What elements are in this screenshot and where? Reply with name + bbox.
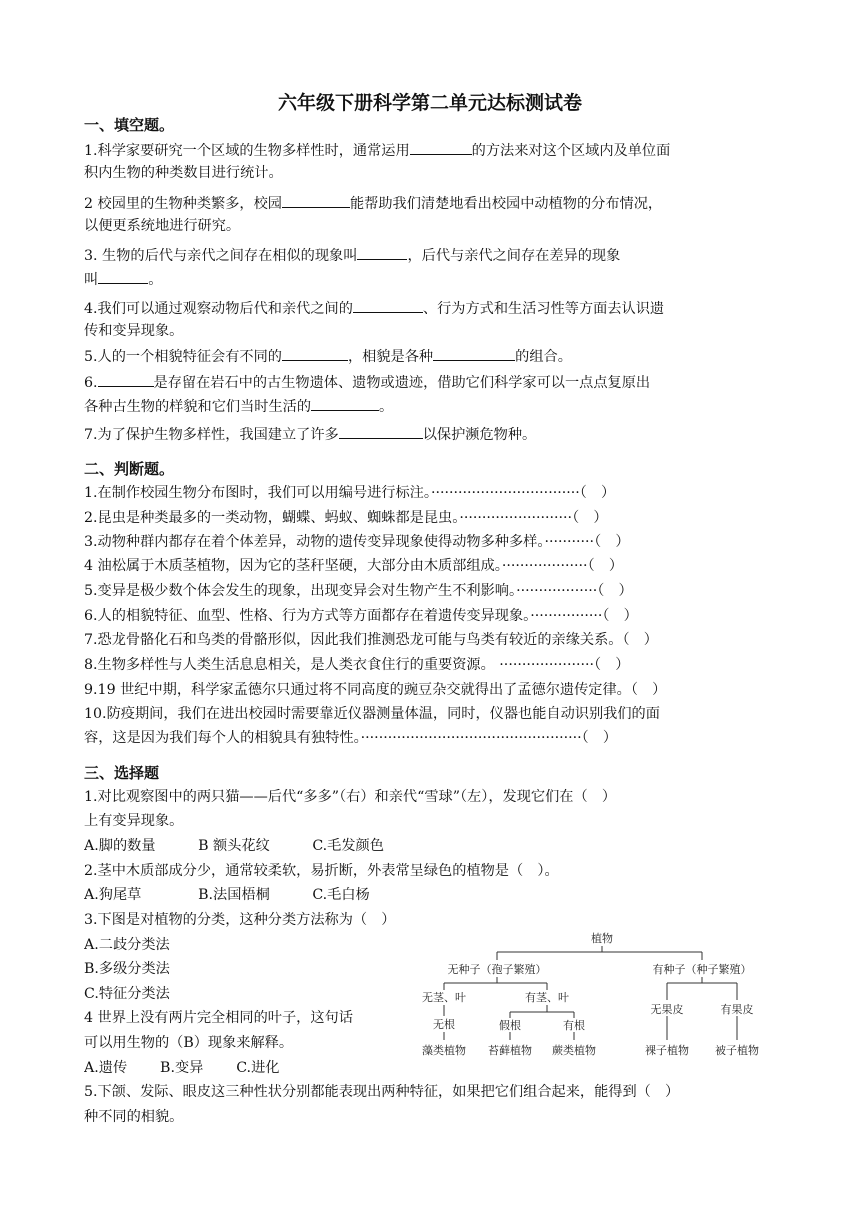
answer-blank[interactable] [98,268,148,284]
fill-q4-line1 [84,297,780,319]
tree-node-label: 无根 [433,1018,455,1031]
tree-node-label: 无果皮 [650,1003,684,1016]
choice-options: A.遗传 B.变异 C.进化 [84,1060,280,1076]
fill-q6-text-d: 。 [379,399,394,415]
judge-item: 1.在制作校园生物分布图时，我们可以用编号进行标注。·································（ ） [84,485,616,501]
fill-q3-line1 [84,244,780,266]
tree-leaf-label: 蕨类植物 [552,1044,596,1057]
fill-q2-line1 [84,192,780,214]
fill-q1-line1 [84,139,780,161]
fill-q5-text-c: 的组合。 [515,349,572,365]
choice-option: C.特征分类法 [84,986,170,1002]
tree-node-label: 有果皮 [720,1003,754,1016]
fill-q5-text-a: 5.人的一个相貌特征会有不同的 [84,349,282,365]
choice-line: 上有变异现象。 [84,813,184,829]
answer-blank[interactable] [353,297,423,313]
fill-q1-text-b: 的方法来对这个区域内及单位面 [471,143,671,159]
tree-connectors [444,946,737,1040]
tree-node-label: 有茎、叶 [525,991,569,1004]
choice-line: 2.茎中木质部成分少，通常较柔软，易折断，外表常呈绿色的植物是（ ）。 [84,863,559,879]
tree-node-label: 无种子（孢子繁殖） [447,963,547,976]
judge-item: 4 油松属于木质茎植物，因为它的茎秆坚硬，大部分由木质部组成。···················（ ） [84,558,624,574]
section-heading-choice: 三、选择题 [84,764,160,782]
fill-q6-line1 [84,371,780,393]
choice-options: A.狗尾草 B.法国梧桐 C.毛白杨 [84,887,370,903]
choice-option: B.多级分类法 [84,961,170,977]
fill-q4-text-a: 4.我们可以通过观察动物后代和亲代之间的 [84,301,353,317]
choice-line: 1.对比观察图中的两只猫——后代“多多”（右）和亲代“雪球”（左），发现它们在（ ） [84,789,617,805]
tree-node-label: 有种子（种子繁殖） [652,963,752,976]
judge-item: 8.生物多样性与人类生活息息相关，是人类衣食住行的重要资源。 ·····················（ ） [84,657,630,673]
fill-q6-line2 [84,395,780,417]
fill-q6-text-a: 6. [84,375,98,391]
judge-item: 2.昆虫是种类最多的一类动物，蝴蝶、蚂蚁、蜘蛛都是昆虫。·························（ ） [84,510,608,526]
section-heading-judge: 二、判断题。 [84,460,175,478]
choice-line: 可以用生物的（B）现象来解释。 [84,1035,294,1051]
page-title: 六年级下册科学第二单元达标测试卷 [277,92,582,114]
fill-q3-text-a: 3. 生物的后代与亲代之间存在相似的现象叫 [84,248,358,264]
tree-node-label: 无茎、叶 [422,991,466,1004]
fill-q1-line2: 积内生物的种类数目进行统计。 [84,165,283,181]
tree-root-label: 植物 [591,932,613,945]
choice-line: 3.下图是对植物的分类，这种分类方法称为（ ） [84,912,396,928]
judge-item: 容，这是因为我们每个人的相貌具有独特性。·················································（ ） [84,730,618,746]
judge-item: 10.防疫期间，我们在进出校园时需要靠近仪器测量体温，同时，仪器也能自动识别我们的面 [84,706,660,722]
fill-q6-text-b: 是存留在岩石中的古生物遗体、遗物或遗迹，借助它们科学家可以一点点复原出 [153,375,651,391]
fill-q2-text-b: 能帮助我们清楚地看出校园中动植物的分布情况， [349,196,663,212]
fill-q3-line2 [84,268,780,290]
choice-line: 5.下颌、发际、眼皮这三种性状分别都能表现出两种特征，如果把它们组合起来，能得到（ ） [84,1084,680,1100]
fill-q4-line2: 传和变异现象。 [84,323,184,339]
tree-leaf-label: 裸子植物 [645,1044,689,1057]
judge-item: 5.变异是极少数个体会发生的现象，出现变异会对生物产生不利影响。··················（ ） [84,583,633,599]
fill-q1-text-a: 1.科学家要研究一个区域的生物多样性时，通常运用 [84,143,410,159]
answer-blank[interactable] [282,345,348,361]
judge-item: 9.19 世纪中期，科学家孟德尔只通过将不同高度的豌豆杂交就得出了孟德尔遗传定律。（ ） [84,682,667,698]
fill-q2-text-a: 2 校园里的生物种类繁多，校园 [84,196,282,212]
fill-q6-text-c: 各种古生物的样貌和它们当时生活的 [84,399,312,415]
tree-leaf-label: 藻类植物 [422,1044,466,1057]
fill-q3-text-c: 叫 [84,272,99,288]
tree-node-label: 有根 [563,1019,585,1032]
section-heading-fill: 一、填空题。 [84,116,175,134]
fill-q3-text-b: ，后代与亲代之间存在差异的现象 [407,248,621,264]
judge-item: 7.恐龙骨骼化石和鸟类的骨骼形似，因此我们推测恐龙可能与鸟类有较近的亲缘关系。（ ） [84,632,658,648]
answer-blank[interactable] [433,345,515,361]
fill-q2-line2: 以便更系统地进行研究。 [84,218,241,234]
choice-line: 4 世界上没有两片完全相同的叶子，这句话 [84,1010,353,1026]
choice-line: 种不同的相貌。 [84,1109,184,1125]
answer-blank[interactable] [410,139,472,155]
answer-blank[interactable] [282,192,350,208]
fill-q7-text-b: 以保护濒危物种。 [422,427,537,443]
judge-item: 6.人的相貌特征、血型、性格、行为方式等方面都存在着遗传变异现象。················（ ） [84,608,638,624]
fill-q4-text-b: 、行为方式和生活习性等方面去认识遗 [422,301,665,317]
tree-leaf-label: 苔藓植物 [488,1044,532,1057]
fill-q7-line [84,423,780,445]
fill-q7-text-a: 7.为了保护生物多样性，我国建立了许多 [84,427,339,443]
answer-blank[interactable] [311,395,379,411]
choice-options: A.脚的数量 B 额头花纹 C.毛发颜色 [84,838,384,854]
answer-blank[interactable] [98,371,154,387]
fill-q5-text-b: ，相貌是各种 [347,349,434,365]
fill-q3-text-d: 。 [148,272,163,288]
classification-tree-svg [412,928,782,1063]
answer-blank[interactable] [339,423,423,439]
tree-node-label: 假根 [499,1019,521,1032]
plant-classification-diagram [412,928,782,1063]
judge-item: 3.动物种群内都存在着个体差异，动物的遗传变异现象使得动物多种多样。···········（ ） [84,534,630,550]
choice-option: A.二歧分类法 [84,937,170,953]
answer-blank[interactable] [357,244,407,260]
tree-leaf-label: 被子植物 [715,1044,759,1057]
fill-q5-line [84,345,780,367]
